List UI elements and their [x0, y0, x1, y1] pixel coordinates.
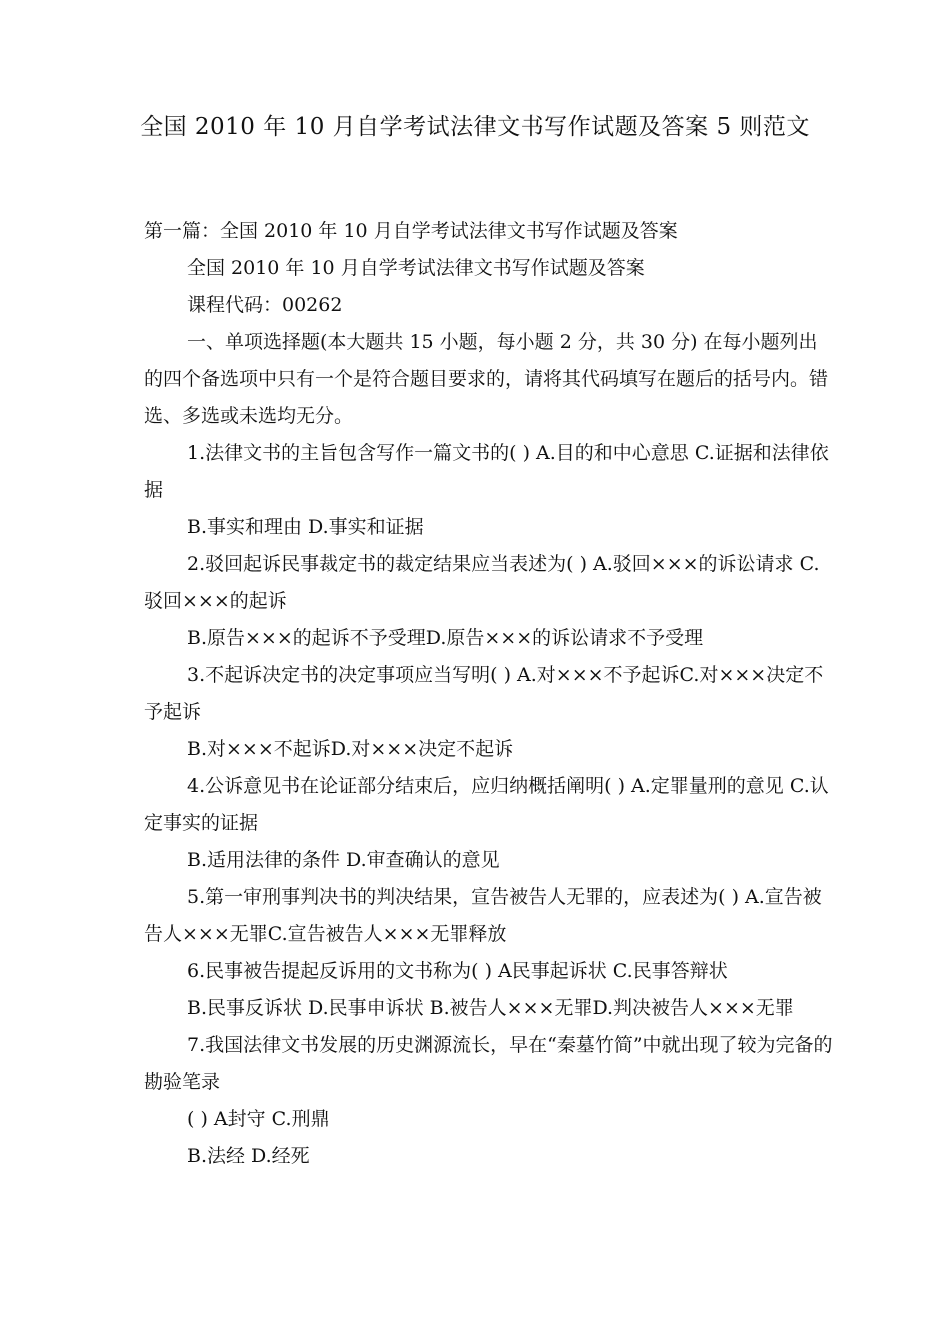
question-item: 2.驳回起诉民事裁定书的裁定结果应当表述为( ) A.驳回×××的诉讼请求 C.驳回×××的起诉	[144, 553, 820, 612]
document-title: 全国 2010 年 10 月自学考试法律文书写作试题及答案 5 则范文	[140, 114, 810, 140]
paragraph: 全国 2010 年 10 月自学考试法律文书写作试题及答案	[187, 257, 645, 279]
question-options: ( ) A封守 C.刑鼎	[187, 1108, 330, 1130]
section-heading: 第一篇：全国 2010 年 10 月自学考试法律文书写作试题及答案	[144, 220, 678, 242]
question-item: 1.法律文书的主旨包含写作一篇文书的( ) A.目的和中心意思 C.证据和法律依据	[144, 442, 829, 501]
course-code: 课程代码：00262	[187, 294, 343, 316]
question-item: 4.公诉意见书在论证部分结束后，应归纳概括阐明( ) A.定罪量刑的意见 C.认定事实的证据	[144, 775, 829, 834]
question-options: B.事实和理由 D.事实和证据	[187, 516, 424, 538]
question-options: B.原告×××的起诉不予受理D.原告×××的诉讼请求不予受理	[187, 627, 704, 649]
paragraph: 一、单项选择题(本大题共 15 小题，每小题 2 分，共 30 分) 在每小题列出的四个备选项中只有一个是符合题目要求的，请将其代码填写在题后的括号内。错选、多选或未选均无分。	[144, 331, 829, 427]
document-body	[144, 213, 834, 1175]
question-item: 3.不起诉决定书的决定事项应当写明( ) A.对×××不予起诉C.对×××决定不予起诉	[144, 664, 824, 723]
question-options: B.适用法律的条件 D.审查确认的意见	[187, 849, 500, 871]
question-item: 6.民事被告提起反诉用的文书称为( ) A民事起诉状 C.民事答辩状	[187, 960, 728, 982]
question-options: B.民事反诉状 D.民事申诉状 B.被告人×××无罪D.判决被告人×××无罪	[187, 997, 794, 1019]
question-options: B.法经 D.经死	[187, 1145, 310, 1167]
question-item: 5.第一审刑事判决书的判决结果，宣告被告人无罪的，应表述为( ) A.宣告被告人×××无罪C.宣告被告人×××无罪释放	[144, 886, 822, 945]
question-options: B.对×××不起诉D.对×××决定不起诉	[187, 738, 514, 760]
question-item: 7.我国法律文书发展的历史渊源流长，早在“秦墓竹简”中就出现了较为完备的勘验笔录	[144, 1034, 833, 1093]
